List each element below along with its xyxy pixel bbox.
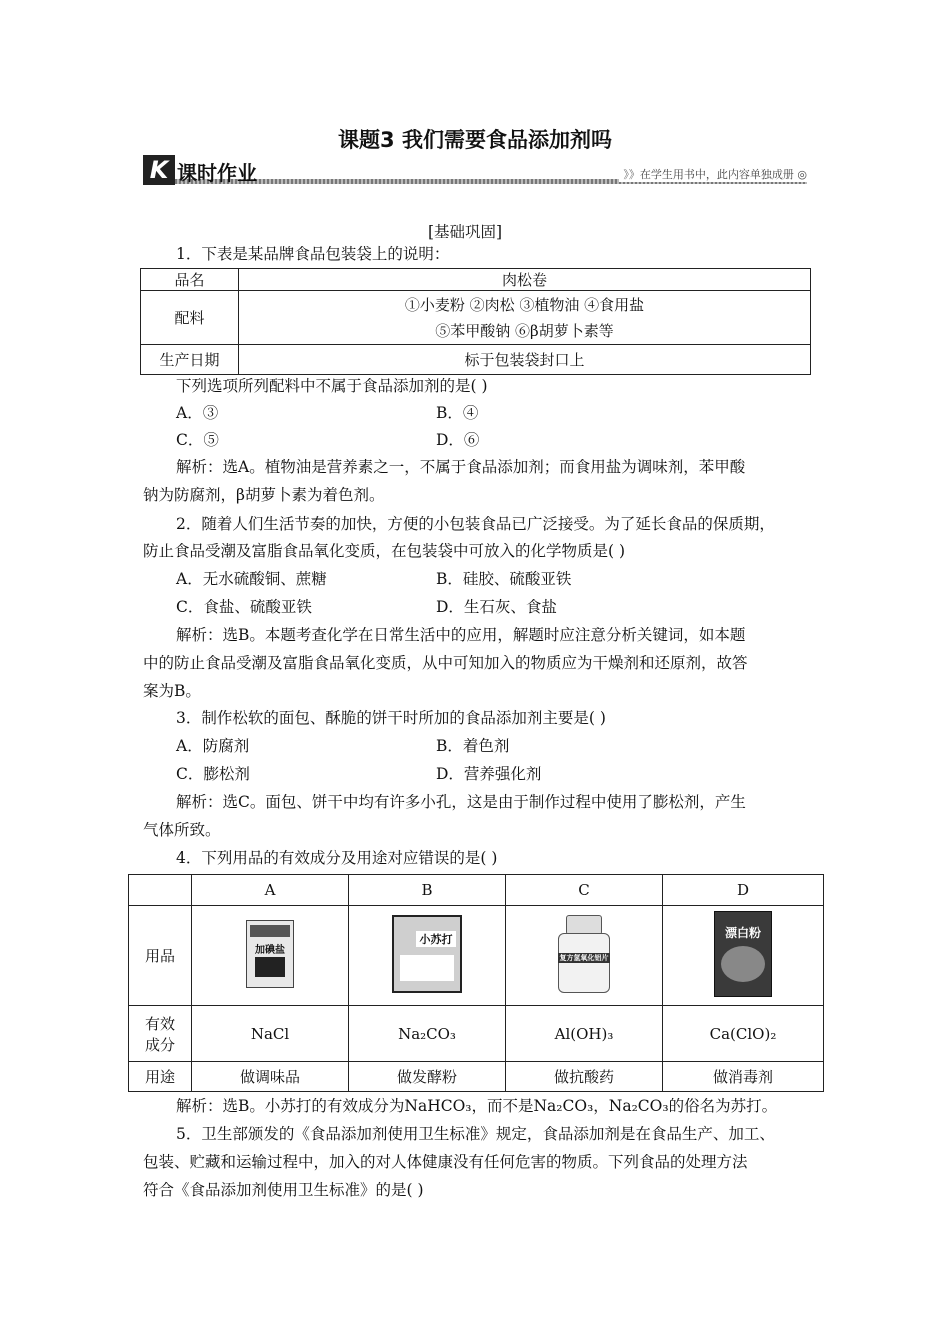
analysis: 解析：选B。本题考查化学在日常生活中的应用，解题时应注意分析关键词，如本题	[176, 626, 746, 644]
q5-stem: 符合《食品添加剂使用卫生标准》的是( )	[143, 1181, 424, 1199]
cell-ingredients	[239, 291, 811, 345]
col-header: D	[663, 875, 824, 906]
option-a: A．无水硫酸铜、蔗糖	[176, 570, 327, 588]
option-b: B．④	[436, 404, 479, 422]
ingredient-line: ①小麦粉 ②肉松 ③植物油 ④食用盐	[404, 295, 645, 314]
cell-value: 标于包装袋封口上	[239, 345, 811, 375]
section-banner	[143, 155, 807, 189]
use-cell: 做抗酸药	[506, 1062, 663, 1092]
analysis: 解析：选A。植物油是营养素之一，不属于食品添加剂；而食用盐为调味剂，苯甲酸	[176, 458, 746, 476]
q5-stem: 5．卫生部颁发的《食品添加剂使用卫生标准》规定，食品添加剂是在食品生产、加工、	[176, 1125, 775, 1143]
k-logo-icon: K	[143, 155, 175, 185]
q2-stem: 防止食品受潮及富脂食品氧化变质，在包装袋中可放入的化学物质是( )	[143, 542, 626, 560]
product-label: 漂白粉	[724, 925, 761, 940]
col-header: B	[349, 875, 506, 906]
product-label: 复方氢氧化铝片	[559, 953, 609, 962]
q3-stem: 3．制作松软的面包、酥脆的饼干时所加的食品添加剂主要是( )	[176, 709, 606, 727]
analysis: 案为B。	[143, 682, 201, 700]
component-cell: Na₂CO₃	[349, 1006, 506, 1062]
banner-title: 课时作业	[177, 161, 257, 185]
product-label: 小苏打	[416, 931, 456, 947]
iodized-salt-image	[246, 920, 294, 988]
q4-stem: 4．下列用品的有效成分及用途对应错误的是( )	[176, 849, 498, 867]
option-b: B．硅胶、硫酸亚铁	[436, 570, 572, 588]
cell-label: 生产日期	[141, 345, 239, 375]
analysis: 钠为防腐剂，β胡萝卜素为着色剂。	[143, 486, 385, 504]
col-header: C	[506, 875, 663, 906]
col-header: A	[192, 875, 349, 906]
corner-cell	[129, 875, 192, 906]
option-c: C．食盐、硫酸亚铁	[176, 598, 312, 616]
use-cell: 做消毒剂	[663, 1062, 824, 1092]
cell-value: 肉松卷	[239, 269, 811, 291]
q1-stem: 1．下表是某品牌食品包装袋上的说明：	[176, 245, 450, 263]
q5-stem: 包装、贮藏和运输过程中，加入的对人体健康没有任何危害的物质。下列食品的处理方法	[143, 1153, 748, 1171]
component-cell: NaCl	[192, 1006, 349, 1062]
use-cell: 做调味品	[192, 1062, 349, 1092]
cell-label: 配料	[141, 291, 239, 345]
option-a: A．防腐剂	[176, 737, 250, 755]
row-label	[129, 1006, 192, 1062]
product-image-cell	[506, 906, 663, 1006]
banner-note: 》》在学生用书中，此内容单独成册 ◎	[619, 166, 807, 182]
use-cell: 做发酵粉	[349, 1062, 506, 1092]
component-cell: Al(OH)₃	[506, 1006, 663, 1062]
product-table	[128, 874, 824, 1092]
q1-ask: 下列选项所列配料中不属于食品添加剂的是( )	[176, 377, 488, 395]
option-d: D．生石灰、食盐	[436, 598, 557, 616]
antacid-bottle-image	[556, 915, 612, 993]
ingredient-line: ⑤苯甲酸钠 ⑥β胡萝卜素等	[435, 321, 614, 340]
row-label-line: 有效	[144, 1014, 175, 1033]
analysis: 气体所致。	[143, 821, 221, 839]
page-title: 课题3 我们需要食品添加剂吗	[338, 128, 612, 152]
product-label: 加碘盐	[255, 944, 285, 956]
analysis: 中的防止食品受潮及富脂食品氧化变质，从中可知加入的物质应为干燥剂和还原剂，故答	[143, 654, 748, 672]
product-image-cell	[663, 906, 824, 1006]
ingredient-table	[140, 268, 811, 375]
q2-stem: 2．随着人们生活节奏的加快，方便的小包装食品已广泛接受。为了延长食品的保质期，	[176, 515, 775, 533]
component-cell: Ca(ClO)₂	[663, 1006, 824, 1062]
option-c: C．膨松剂	[176, 765, 250, 783]
option-c: C．⑤	[176, 431, 219, 449]
cell-label: 品名	[141, 269, 239, 291]
row-label: 用途	[129, 1062, 192, 1092]
section-label: [基础巩固]	[428, 223, 503, 241]
option-d: D．⑥	[436, 431, 480, 449]
option-d: D．营养强化剂	[436, 765, 542, 783]
product-image-cell	[349, 906, 506, 1006]
analysis: 解析：选B。小苏打的有效成分为NaHCO₃，而不是Na₂CO₃，Na₂CO₃的俗名为苏打。	[176, 1097, 778, 1115]
row-label: 用品	[129, 906, 192, 1006]
bleach-powder-image	[714, 911, 772, 997]
option-a: A．③	[176, 404, 219, 422]
baking-soda-image	[392, 915, 462, 993]
option-b: B．着色剂	[436, 737, 510, 755]
product-image-cell	[192, 906, 349, 1006]
row-label-line: 成分	[144, 1035, 175, 1054]
analysis: 解析：选C。面包、饼干中均有许多小孔，这是由于制作过程中使用了膨松剂，产生	[176, 793, 746, 811]
